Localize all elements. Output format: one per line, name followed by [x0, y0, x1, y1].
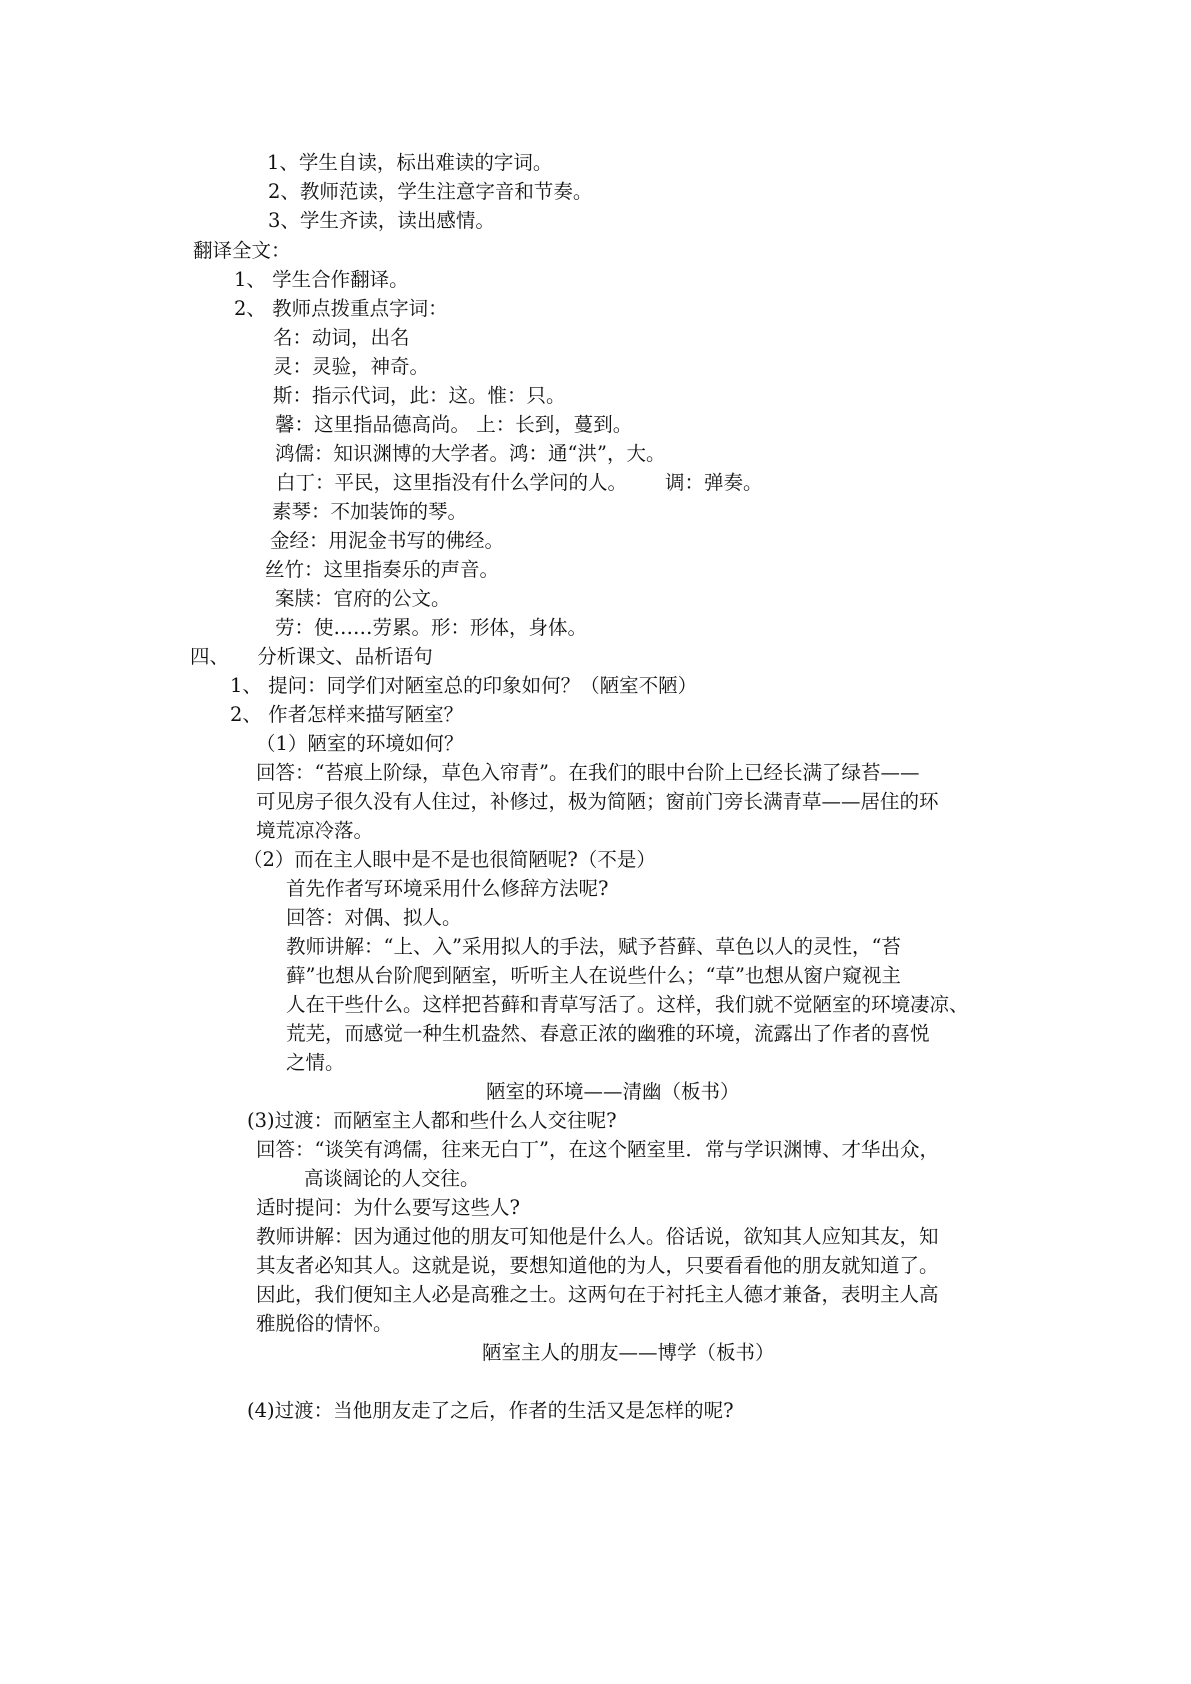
paragraph-line: 其友者必知其人。这就是说，要想知道他的为人，只要看看他的朋友就知道了。: [256, 1254, 939, 1277]
translate-item-1: 1、 学生合作翻译。: [234, 268, 409, 291]
word-gloss: 案牍：官府的公文。: [275, 587, 451, 610]
reading-step-1: 1、学生自读，标出难读的字词。: [267, 151, 553, 174]
analysis-heading: 四、 分析课文、品析语句: [190, 645, 433, 668]
paragraph-line: 回答：对偶、拟人。: [286, 906, 462, 929]
reading-step-3: 3、学生齐读，读出感情。: [268, 209, 495, 232]
analysis-question-1: 1、 提问：同学们对陋室总的印象如何？（陋室不陋）: [230, 674, 698, 697]
paragraph-line: 因此，我们便知主人必是高雅之士。这两句在于衬托主人德才兼备，表明主人高: [256, 1283, 939, 1306]
paragraph-line: 人在干些什么。这样把苔藓和青草写活了。这样，我们就不觉陋室的环境凄凉、: [286, 993, 969, 1016]
paragraph-line: 适时提问：为什么要写这些人?: [256, 1196, 520, 1219]
word-gloss: 白丁：平民，这里指没有什么学问的人。: [276, 471, 628, 494]
word-gloss: 灵：灵验，神奇。: [273, 355, 430, 378]
word-gloss: 丝竹：这里指奏乐的声音。: [265, 558, 500, 581]
paragraph-line: 荒芜，而感觉一种生机盎然、春意正浓的幽雅的环境，流露出了作者的喜悦: [286, 1022, 930, 1045]
translate-item-2: 2、 教师点拨重点字词：: [234, 297, 448, 320]
paragraph-line: 之情。: [286, 1051, 345, 1074]
board-note: 陋室的环境——清幽（板书）: [486, 1080, 740, 1103]
word-gloss-extra: 调：弹奏。: [665, 471, 763, 494]
sub-question-title: (4)过渡：当他朋友走了之后，作者的生活又是怎样的呢?: [247, 1399, 734, 1422]
sub-question-title: （1）陋室的环境如何？: [256, 732, 464, 755]
word-gloss: 馨：这里指品德高尚。 上：长到，蔓到。: [275, 413, 633, 436]
paragraph-line: 境荒凉冷落。: [256, 819, 374, 842]
sub-question-title: (3)过渡：而陋室主人都和些什么人交往呢?: [247, 1109, 617, 1132]
analysis-question-2: 2、 作者怎样来描写陋室？: [230, 703, 464, 726]
word-gloss: 斯：指示代词，此：这。惟：只。: [273, 384, 566, 407]
paragraph-line: 回答：“谈笑有鸿儒，往来无白丁”，在这个陋室里．常与学识渊博、才华出众，: [256, 1138, 939, 1161]
paragraph-line: 教师讲解：因为通过他的朋友可知他是什么人。俗话说，欲知其人应知其友，知: [256, 1225, 939, 1248]
translate-heading: 翻译全文：: [193, 239, 291, 262]
board-note: 陋室主人的朋友——博学（板书）: [482, 1341, 775, 1364]
paragraph-line: 教师讲解：“上、入”采用拟人的手法，赋予苔藓、草色以人的灵性，“苔: [286, 935, 901, 958]
paragraph-line: 藓”也想从台阶爬到陋室，听听主人在说些什么；“草”也想从窗户窥视主: [286, 964, 901, 987]
paragraph-line: 高谈阔论的人交往。: [304, 1167, 480, 1190]
word-gloss: 名：动词，出名: [273, 326, 410, 349]
word-gloss: 鸿儒：知识渊博的大学者。鸿：通“洪”，大。: [275, 442, 666, 465]
word-gloss: 素琴：不加装饰的琴。: [272, 500, 468, 523]
word-gloss: 劳：使……劳累。形：形体，身体。: [275, 616, 588, 639]
paragraph-line: 雅脱俗的情怀。: [256, 1312, 393, 1335]
word-gloss: 金经：用泥金书写的佛经。: [270, 529, 505, 552]
sub-question-title: （2）而在主人眼中是不是也很简陋呢?（不是）: [243, 848, 656, 871]
paragraph-line: 回答：“苔痕上阶绿，草色入帘青”。在我们的眼中台阶上已经长满了绿苔——: [256, 761, 920, 784]
paragraph-line: 首先作者写环境采用什么修辞方法呢?: [286, 877, 609, 900]
reading-step-2: 2、教师范读，学生注意字音和节奏。: [268, 180, 593, 203]
paragraph-line: 可见房子很久没有人住过，补修过，极为简陋；窗前门旁长满青草——居住的环: [256, 790, 939, 813]
